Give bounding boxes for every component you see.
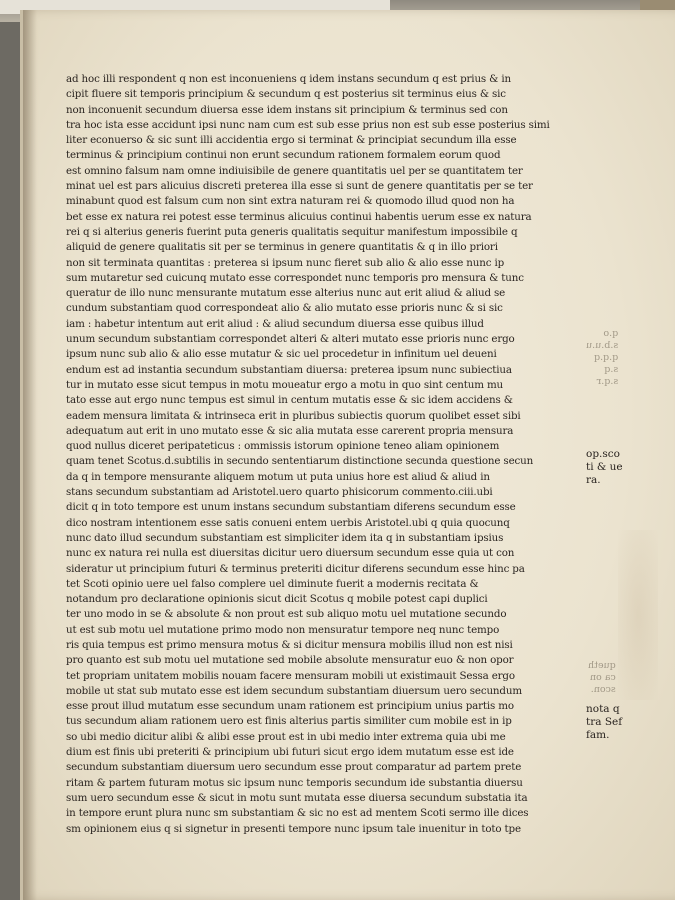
bleed-through-note-2 xyxy=(588,660,616,696)
text-line: aliquid de genere qualitatis sit per se terminus in genere quantitatis & q in illo priori xyxy=(66,241,498,254)
text-line: liter econuerso & sic sunt illi accidentia ergo si terminat & principiat secundum illa esse xyxy=(66,134,517,147)
margin-note-line: ti & ue xyxy=(586,461,623,473)
text-line: tra hoc ista esse accidunt ipsi nunc nam cum est sub esse prius non est sub esse posterius simi xyxy=(66,118,550,131)
text-line: in tempore erunt plura nunc sm substantiam & sic no est ad mentem Scoti sermo ille dices xyxy=(66,807,529,820)
text-line: iam : habetur intentum aut erit aliud : & aliud secundum diuersa esse quibus illud xyxy=(66,317,484,330)
margin-note-scotus xyxy=(586,448,623,487)
text-line: dicit q in toto tempore est unum instans secundum substantiam diferens secundum esse xyxy=(66,501,516,514)
text-line: so ubi medio dicitur alibi & alibi esse prout est in ubi medio inter extrema quia ubi me xyxy=(66,730,506,743)
ghost-note-line: s.q.r xyxy=(596,376,619,387)
text-line: terminus & principium continui non erunt secundum rationem formalem eorum quod xyxy=(66,149,501,162)
margin-note-line: nota q xyxy=(586,703,620,715)
margin-note-line: op.sco xyxy=(586,448,620,460)
margin-note-line: fam. xyxy=(586,729,610,741)
margin-note-line: ra. xyxy=(586,474,601,486)
text-line: sm opinionem eius q si signetur in presenti tempore nunc ipsum tale inuenitur in toto tpe xyxy=(66,822,521,835)
text-line: unum secundum substantiam correspondet alteri & alteri mutato esse prioris nunc ergo xyxy=(66,333,515,346)
text-line: stans secundum substantiam ad Aristotel.uero quarto phisicorum commento.ciii.ubi xyxy=(66,486,493,499)
text-line: ter uno modo in se & absolute & non prout est sub aliquo motu uel mutatione secundo xyxy=(66,608,507,621)
text-line: nunc dato illud secundum substantiam est simpliciter idem ita q in substantiam ipsius xyxy=(66,531,504,544)
text-line: endum est ad instantia secundum substantiam diuersa: preterea ipsum nunc subiectiua xyxy=(66,363,512,376)
text-line: ipsum nunc sub alio & alio esse mutatur & sic uel procedetur in infinitum uel deueni xyxy=(66,348,497,361)
book-page xyxy=(20,10,675,900)
text-line: tet propriam unitatem mobilis nouam facere mensuram mobili ut existimauit Sessa ergo xyxy=(66,669,515,682)
text-line: dium est finis ubi preteriti & principium ubi futuri sicut ergo idem mutatum esse est ide xyxy=(66,746,514,759)
ghost-note-line: q.o xyxy=(603,328,619,339)
ghost-note-line: scon. xyxy=(590,684,616,695)
page-gutter-shadow xyxy=(23,10,37,900)
text-line: queratur de illo nunc mensurante mutatum esse alterius nunc aut erit aliud & aliud se xyxy=(66,287,506,300)
text-line: bet esse ex natura rei potest esse terminus alicuius continui habentis uerum esse ex natura xyxy=(66,210,532,223)
text-line: cundum substantiam quod correspondeat alio & alio mutato esse prioris nunc & si sic xyxy=(66,302,503,315)
text-line: est omnino falsum nam omne indiuisibile de genere quantitatis uel per se quantitatem ter xyxy=(66,164,523,177)
text-line: tato esse aut ergo nunc tempus est simul in centum mutatis esse & sic idem accidens & xyxy=(66,394,513,407)
text-line: rei q si alterius generis fuerint puta generis qualitatis sequitur manifestum impossibile q xyxy=(66,225,518,238)
text-line: pro quanto est sub motu uel mutatione sed mobile absolute mensuratur euo & non opor xyxy=(66,654,514,667)
text-line: ris quia tempus est primo mensura motus & si dicitur mensura mobilis illud non est nisi xyxy=(66,638,513,651)
page-stain xyxy=(618,530,658,700)
bleed-through-note-1 xyxy=(586,328,618,388)
main-text-block xyxy=(66,72,561,837)
ghost-note-line: s.q xyxy=(604,364,619,375)
text-line: tur in mutato esse sicut tempus in motu moueatur ergo a motu in quo sint centum mu xyxy=(66,378,504,391)
text-line: non inconuenit secundum diuersa esse idem instans sit principium & terminus sed con xyxy=(66,103,508,116)
text-line: minat uel est pars alicuius discreti preterea illa esse si sunt de genere quantitatis per se ter xyxy=(66,180,533,193)
text-line: sum mutaretur sed cuicunq mutato esse correspondet nunc temporis pro mensura & tunc xyxy=(66,271,524,284)
text-line: adequatum aut erit in uno mutato esse & sic alia mutata esse carerent propria mensura xyxy=(66,424,514,437)
text-line: quam tenet Scotus.d.subtilis in secundo sententiarum distinctione secunda questione secun xyxy=(66,455,534,468)
text-line: quod nullus diceret peripateticus : ommissis istorum opinione teneo aliam opinionem xyxy=(66,440,500,453)
ghost-note-line: queth xyxy=(588,660,616,671)
margin-note-line: tra Sef xyxy=(586,716,623,728)
text-line: ad hoc illi respondent q non est inconueniens q idem instans secundum q est prius & in xyxy=(66,73,511,85)
text-line: cipit fluere sit temporis principium & secundum q est posterius sit terminus eius & sic xyxy=(66,88,506,101)
text-line: sideratur ut principium futuri & terminus preteriti dicitur diferens secundum esse hinc pa xyxy=(66,562,525,575)
text-line: ut est sub motu uel mutatione primo modo non mensuratur tempore neq nunc tempo xyxy=(66,623,500,636)
text-line: mobile ut stat sub mutato esse est idem secundum substantiam diuersum uero secundum xyxy=(66,684,522,697)
text-line: eadem mensura limitata & intrinseca erit in pluribus subiectis quorum quolibet esset sibi xyxy=(66,409,521,422)
text-line: secundum substantiam diuersum uero secundum esse prout comparatur ad partem prete xyxy=(66,761,522,774)
text-line: nunc ex natura rei nulla est diuersitas dicitur uero diuersum secundum esse quia ut con xyxy=(66,547,515,560)
text-line: da q in tempore mensurante aliquem motum ut puta unius hore est aliud & aliud in xyxy=(66,470,490,483)
text-line: dico nostram intentionem esse satis conueni entem uerbis Aristotel.ubi q quia quocunq xyxy=(66,516,510,529)
text-line: non sit terminata quantitas : preterea si ipsum nunc fieret sub alio & alio esse nunc ip xyxy=(66,256,505,269)
text-line: ritam & partem futuram motus sic ipsum nunc temporis secundum ide substantia diuersu xyxy=(66,776,523,789)
text-line: tet Scoti opinio uere uel falso complere uel diminute fuerit a modernis recitata & xyxy=(66,577,479,590)
ghost-note-line: ca on xyxy=(589,672,616,683)
margin-note-sessa xyxy=(586,703,622,742)
ghost-note-line: s.b.u.u xyxy=(586,340,619,351)
text-line: notandum pro declaratione opinionis sicut dicit Scotus q mobile potest capi duplici xyxy=(66,593,488,606)
text-line: sum uero secundum esse & sicut in motu sunt mutata esse diuersa secundum substatia ita xyxy=(66,791,528,804)
ghost-note-line: q.q.q xyxy=(593,352,619,363)
text-line: esse prout illud mutatum esse secundum unam rationem est principium unius partis mo xyxy=(66,700,514,713)
text-line: minabunt quod est falsum cum non sint extra naturam rei & quomodo illud quod non ha xyxy=(66,195,515,208)
text-line: tus secundum aliam rationem uero est finis alterius partis similiter cum mobile est in ip xyxy=(66,715,512,728)
